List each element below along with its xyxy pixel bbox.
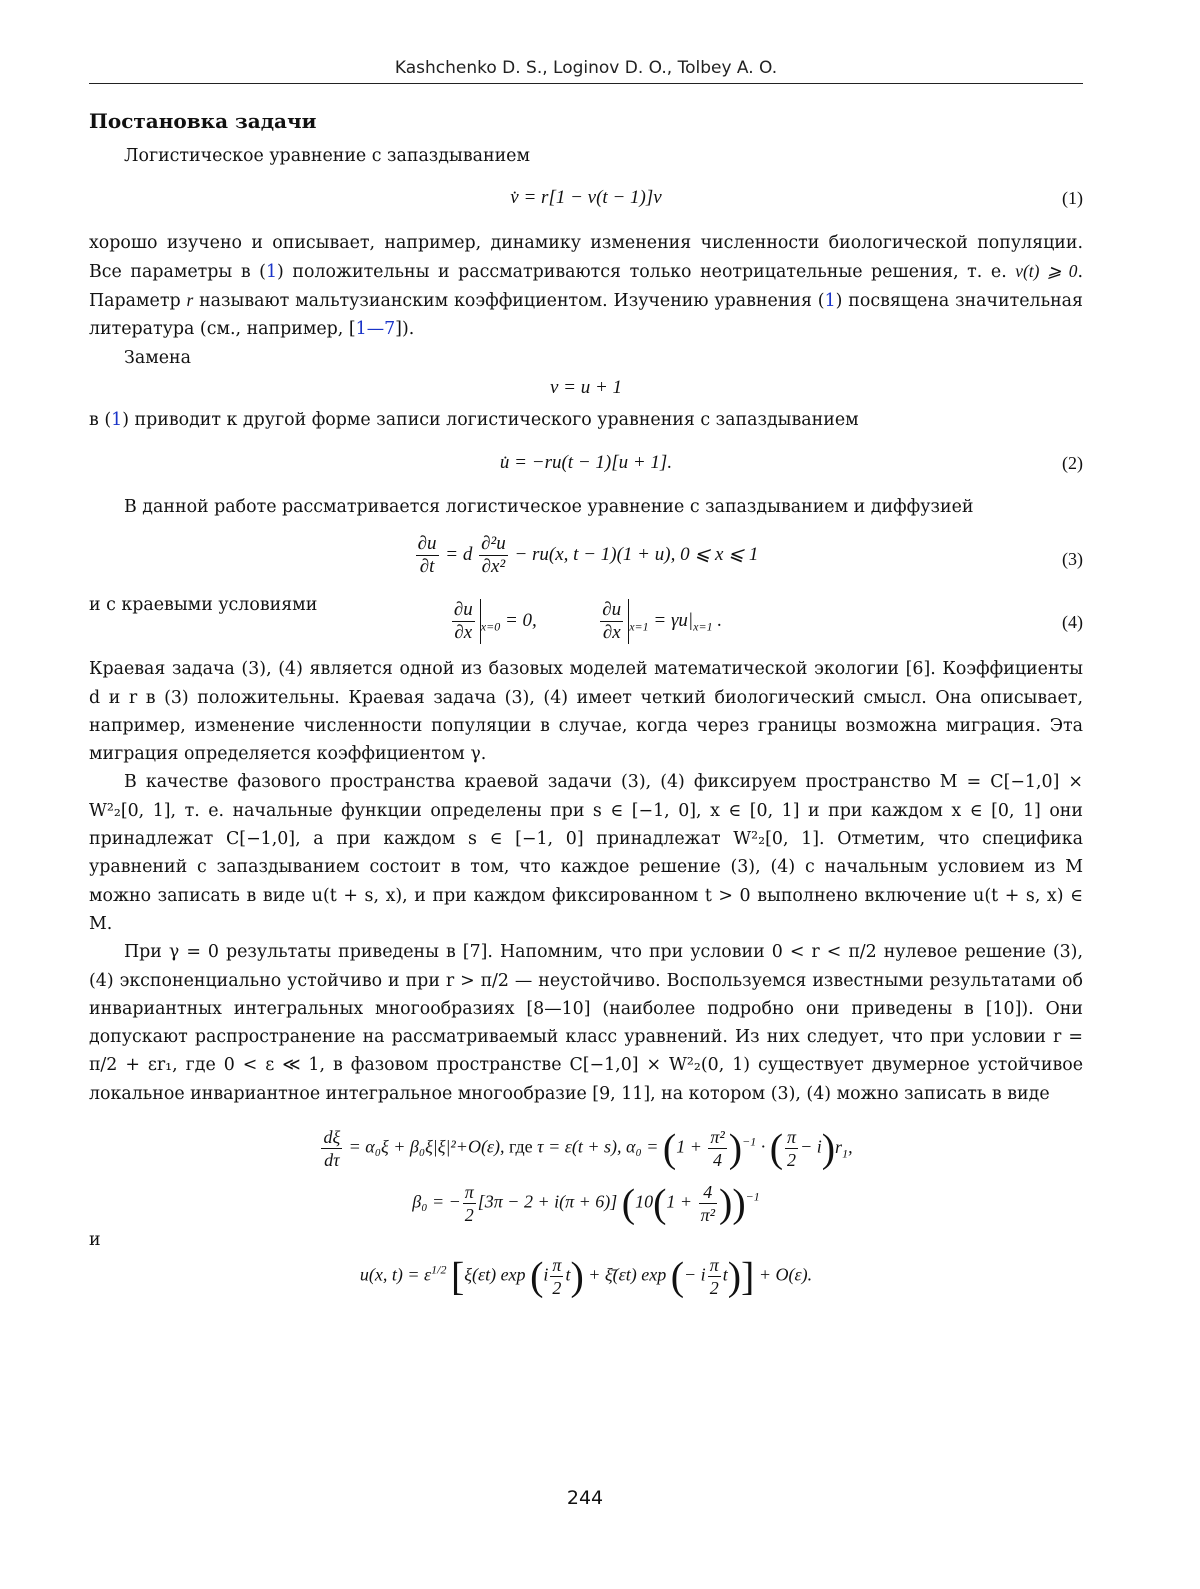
page-body	[89, 106, 1083, 1299]
paragraph-and: и	[89, 1230, 101, 1251]
paragraph-boundary-problem: Краевая задача (3), (4) является одной из базовых моделей математической экологии [6]. Коэффициенты d и r в (3) положительны. Краевая задача (3), (4) имеет четкий биологический смысл. Она описывает, например, изменение численности популяции в случае, когда через границы возможна миграция. Эта миграция определяется коэффициентом γ.	[89, 659, 1083, 765]
header-rule	[89, 83, 1083, 84]
ref-eq1-link[interactable]: 1	[265, 261, 278, 282]
equation-1	[89, 184, 1083, 212]
substitution-equation: v = u + 1	[549, 377, 623, 399]
solution-equation: u(x, $t) = \varepsilon^{1/2}$ [ξ(εt) exp (i $\frac{\pi}{2}$ t) + ξ̄(εt) exp (− i $\frac{\pi}{2}$ t)] + O(ε).	[359, 1253, 813, 1299]
beta-equation: β₀ = − $\frac{\pi}{2}$ [3π − 2 + i(π + 6)] (10(1 + $\frac{4}{\text{π²}}$ ))$^{-1}$	[412, 1180, 760, 1226]
equation-1-body: v̇ = r[1 − v(t − 1)]v	[510, 187, 662, 209]
equation-2-number: (2)	[1062, 452, 1083, 473]
paragraph-substitution: Замена	[124, 347, 191, 368]
equation-4: $\frac{\partial u}{\partial x}$ $_{x=0}$ = 0, $\frac{\partial u}{\partial x}$ $_{x=1} = \gamma u|_{x=1}$ . (4)	[89, 599, 1083, 644]
citation-link[interactable]: 1—7	[355, 319, 396, 340]
paragraph-boundary: и с краевыми условиями	[89, 595, 318, 616]
paragraph-intro: Логистическое уравнение с запаздыванием	[124, 146, 531, 166]
paragraph-phase-space: В качестве фазового пространства краевой задачи (3), (4) фиксируем пространство M = C[−1,0] × W²₂[0, 1], т. е. начальные функции определены при s ∈ [−1, 0], x ∈ [0, 1] и при каждом x ∈ [0, 1] они принадлежат C[−1,0], а при каждом s ∈ [−1, 0] принадлежат W²₂[0, 1]. Отметим, что специфика уравнений с запаздыванием состоит в том, что каждое решение (3), (4) с начальным условием из M можно записать в виде u(t + s, x), и при каждом фиксированном t > 0 выполнено включение u(t + s, x) ∈ M.	[89, 772, 1083, 934]
equation-3-number: (3)	[1062, 549, 1083, 570]
paragraph-results: При γ = 0 результаты приведены в [7]. Напомним, что при условии 0 < r < π/2 нулевое решение (3), (4) экспоненциально устойчиво и при r > π/2 — неустойчиво. Воспользуемся известными результатами об инвариантных интегральных многообразиях [8—10] (наиболее подробно они приведены в [10]). Они допускают распространение на рассматриваемый класс уравнений. Из них следует, что при условии r = π/2 + εr₁, где 0 < ε ≪ 1, в фазовом пространстве C[−1,0] × W²₂(0, 1) существует двумерное устойчивое локальное инвариантное интегральное многообразие [9, 11], на котором (3), (4) можно записать в виде	[89, 942, 1083, 1104]
equation-1-number: (1)	[1062, 188, 1083, 209]
equation-4-number: (4)	[1062, 611, 1083, 632]
paragraph-other-form: в (1) приводит к другой форме записи логистического уравнения с запаздыванием	[89, 410, 859, 431]
paragraph-logistic: хорошо изучено и описывает, например, динамику изменения численности биологической популяции. Все параметры в (1) положительны и рассматриваются только неотрицательные решения, т. е. v(t) ⩾ 0. Параметр r называют мальтузианским коэффициентом. Изучению уравнения (1) посвящена значительная литература (см., например, [1—7]).	[89, 232, 1084, 340]
page-number: 244	[566, 1487, 604, 1509]
paragraph-diffusion: В данной работе рассматривается логистическое уравнение с запаздыванием и диффузией	[124, 496, 974, 517]
ref-eq1-link[interactable]: 1	[824, 291, 836, 312]
equation-2: u̇ = −ru(t − 1)[u + 1]. (2)	[89, 449, 1083, 477]
section-title: Постановка задачи	[89, 109, 317, 133]
equation-3: $\frac{\partial u}{\partial t}$ = d $\frac{\text{∂²u}}{\text{∂x²}}$ − ru(x, t − 1)(1 + u), 0 ⩽ x ⩽ 1 (3)	[417, 533, 1083, 578]
ref-eq1-link[interactable]: 1	[111, 410, 123, 431]
running-header: Kashchenko D. S., Loginov D. O., Tolbey A. O.	[394, 58, 778, 78]
boundary-block	[89, 591, 1083, 655]
normal-form-equation: $\frac{d\xi}{d\tau}$ = α₀ξ + β₀ξ|ξ|²+O(ε), где τ = ε(t + s), α₀ = (1 + $\frac{\text{π²}}{4}$ )$^{-1}$ · ( $\frac{\pi}{2}$ − $i)r_1$,	[323, 1125, 853, 1171]
